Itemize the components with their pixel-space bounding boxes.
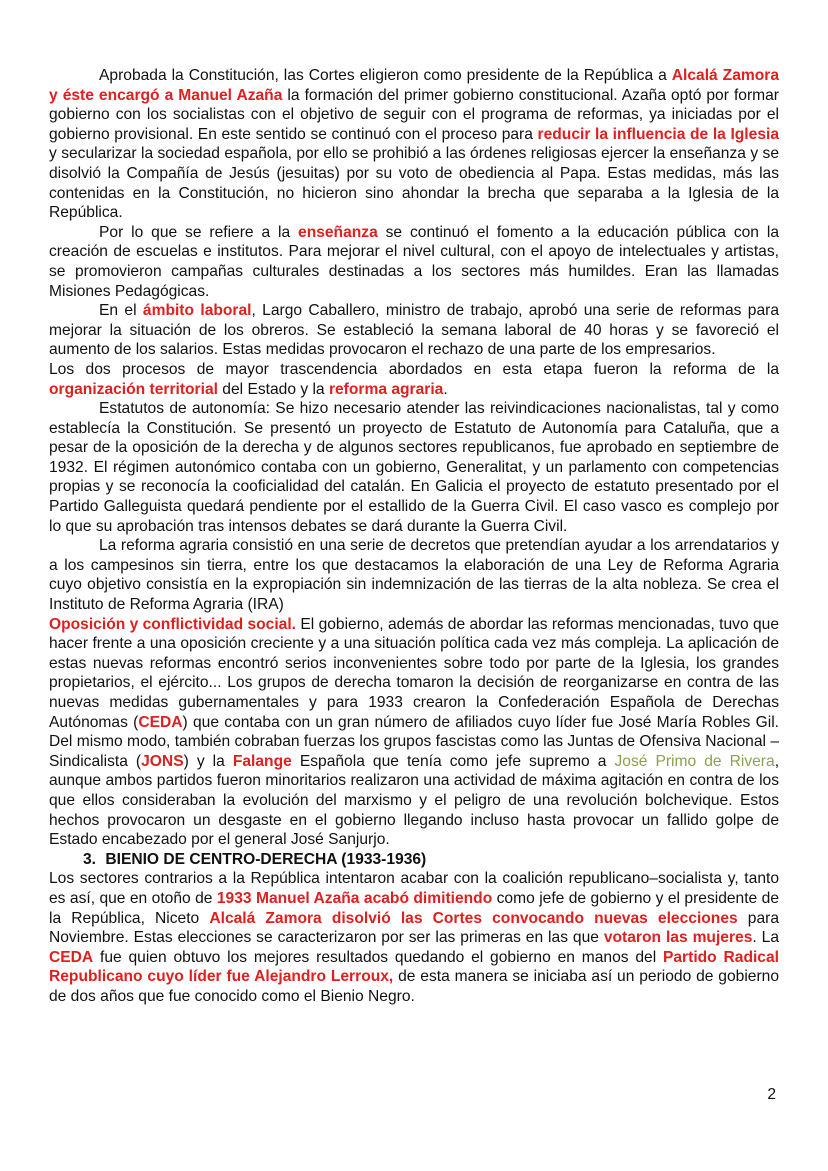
text-segment: Los sectores contrarios a la República intentaron acabar con la coalición republicano–socialista y, tanto es así, que en otoño de bbox=[49, 870, 779, 907]
document-body bbox=[49, 66, 779, 1007]
text-segment: y secularizar la sociedad española, por ello se prohibió a las órdenes religiosas ejercer la enseñanza y se disolvió la Compañía de Jesús (jesuitas) por su voto de obediencia al Papa. Estas medidas, más las contenidas en la Constitución, no hicieron sino ahondar la brecha que separaba a la Iglesia de la República. bbox=[49, 145, 779, 222]
text-segment: El gobierno, además de abordar las reformas mencionadas, tuvo que hacer frente a una oposición creciente y a una situación política cada vez más compleja. La aplicación de estas nuevas reformas encontró serios inconvenientes sobre todo por parte de la Iglesia, los grandes propietarios, el ejército... Los grupos de derecha tomaron la decisión de reorganizarse en contra de las nuevas medidas gubernamentales y para 1933 crearon la Confederación Española de Derechas Autónomas ( bbox=[49, 615, 779, 731]
highlighted-text: Partido Radical Republicano cuyo líder fue Alejandro Lerroux, bbox=[49, 948, 779, 986]
paragraph bbox=[49, 536, 779, 614]
paragraph bbox=[49, 223, 779, 301]
text-segment: de esta manera se iniciaba así un periodo de gobierno de dos años que fue conocido como el Bienio Negro. bbox=[49, 968, 779, 1005]
text-segment: ) que contaba con un gran número de afiliados cuyo líder fue José María Robles Gil. Del mismo modo, también cobraban fuerzas los grupos fascistas como las Juntas de Ofensiva Nacional – Sindicalista ( bbox=[49, 713, 779, 770]
page-number: 2 bbox=[767, 1086, 776, 1103]
paragraph bbox=[49, 869, 779, 1006]
highlighted-text: 1933 Manuel Azaña acabó dimitiendo bbox=[216, 889, 493, 907]
highlighted-text: reforma agraria bbox=[328, 380, 444, 398]
text-segment: del Estado y la bbox=[217, 380, 329, 398]
highlighted-text: CEDA bbox=[49, 948, 94, 966]
paragraph bbox=[49, 399, 779, 536]
paragraph bbox=[49, 615, 779, 850]
text-segment: Española que tenía como jefe supremo a bbox=[291, 752, 615, 770]
text-segment: . La bbox=[752, 929, 779, 947]
green-name-text: José Primo de Rivera bbox=[614, 752, 775, 770]
text-segment: para Noviembre. Estas elecciones se caracterizaron por ser las primeras en las que bbox=[49, 909, 780, 947]
text-segment: Aprobada la Constitución, las Cortes eligieron como presidente de la República a bbox=[99, 67, 672, 84]
paragraphs-section bbox=[49, 66, 779, 850]
highlighted-text: JONS bbox=[141, 752, 184, 770]
text-segment: , Largo Caballero, ministro de trabajo, aprobó una serie de reformas para mejorar la situación de los obreros. Se estableció la semana laboral de 40 horas y se favoreció el aumento de los salarios. Estas medidas provocaron el rechazo de una parte de los empresarios. bbox=[49, 302, 779, 359]
text-segment: En el bbox=[99, 302, 143, 320]
text-segment: la formación del primer gobierno constitucional. Azaña optó por formar gobierno con los socialistas con el objetivo de seguir con el programa de reformas, ya iniciadas por el gobierno provisional. En este sentido se continuó con el proceso para bbox=[49, 86, 779, 143]
section-heading bbox=[49, 850, 779, 870]
highlighted-text: ámbito laboral bbox=[142, 302, 252, 320]
highlighted-text: Alcalá Zamora disolvió las Cortes convocando nuevas elecciones bbox=[209, 909, 738, 927]
highlighted-text: Alcalá Zamora y éste encargó a Manuel Azaña bbox=[49, 67, 780, 104]
text-segment: ) y la bbox=[183, 752, 233, 770]
final-paragraph-section bbox=[49, 869, 779, 1006]
highlighted-text: votaron las mujeres bbox=[603, 929, 753, 947]
highlighted-text: organización territorial bbox=[49, 380, 218, 398]
text-segment: fue quien obtuvo los mejores resultados quedando el gobierno en manos del bbox=[93, 948, 663, 966]
section-number: 3. bbox=[83, 850, 97, 868]
text-segment: Los dos procesos de mayor trascendencia abordados en esta etapa fueron la reforma de la bbox=[49, 360, 779, 378]
paragraph bbox=[49, 301, 779, 360]
section-title: BIENIO DE CENTRO-DERECHA (1933-1936) bbox=[105, 850, 427, 868]
paragraph bbox=[49, 360, 779, 399]
highlighted-text: Oposición y conflictividad social. bbox=[49, 615, 297, 633]
text-segment: La reforma agraria consistió en una serie de decretos que pretendían ayudar a los arrendatarios y a los campesinos sin tierra, entre los que destacamos la elaboración de una Ley de Reforma Agraria cuyo objetivo consistía en la expropiación sin indemnización de las tierras de la alta nobleza. Se crea el Instituto de Reforma Agraria (IRA) bbox=[49, 537, 779, 614]
text-segment: Por lo que se refiere a la bbox=[99, 223, 299, 241]
text-segment: se continuó el fomento a la educación pública con la creación de escuelas e institutos. Para mejorar el nivel cultural, con el apoyo de intelectuales y artistas, se promovieron campañas culturales destinadas a los sectores más humildes. Eran las llamadas Misiones Pedagógicas. bbox=[49, 223, 779, 300]
text-segment: Estatutos de autonomía: Se hizo necesario atender las reivindicaciones nacionalistas, tal y como establecía la Constitución. Se presentó un proyecto de Estatuto de Autonomía para Cataluña, que a pesar de la oposición de la derecha y de algunos sectores republicanos, fue aprobado en septiembre de 1932. El régimen autonómico contaba con un gobierno, Generalitat, y un parlamento con competencias propias y se reconocía la cooficialidad del catalán. En Galicia el proyecto de estatuto presentado por el Partido Galleguista quedará pendiente por el estallido de la Guerra Civil. El caso vasco es complejo por lo que su aprobación tras intensos debates se dará durante la Guerra Civil. bbox=[49, 400, 779, 535]
highlighted-text: CEDA bbox=[138, 713, 183, 731]
paragraph bbox=[49, 66, 779, 223]
text-segment: . bbox=[443, 380, 448, 398]
highlighted-text: reducir la influencia de la Iglesia bbox=[537, 125, 779, 143]
text-segment: como jefe de gobierno y el presidente de la República, Niceto bbox=[49, 889, 779, 927]
text-segment: , aunque ambos partidos fueron minoritarios realizaron una actividad de máxima agitación en contra de los que ellos consideraban la evolución del marxismo y el peligro de una revolución bolchevique. Estos hechos provocaron un desgaste en el gobierno llegando incluso hasta provocar un fallido golpe de Estado encabezado por el general José Sanjurjo. bbox=[49, 752, 780, 849]
highlighted-text: Falange bbox=[232, 752, 292, 770]
highlighted-text: enseñanza bbox=[298, 223, 378, 241]
